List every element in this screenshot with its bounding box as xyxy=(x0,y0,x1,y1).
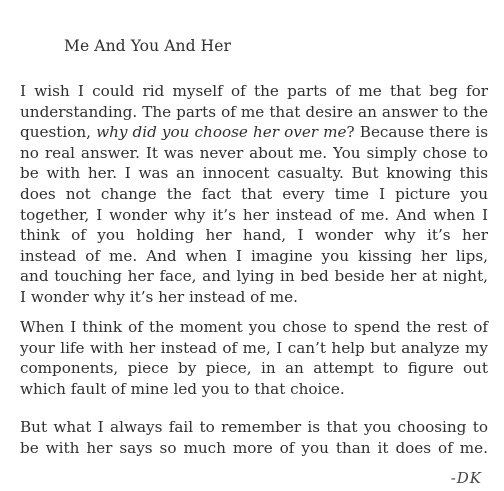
line-text: question, xyxy=(20,123,97,142)
paragraph-1-line: I wonder why it’s her instead of me. xyxy=(20,287,298,306)
poem-title: Me And You And Her xyxy=(64,37,232,55)
paragraph-2-line: components, piece by piece, in an attempt to figure out xyxy=(20,359,488,378)
paragraph-1-line: no real answer. It was never about me. You simply chose to xyxy=(20,143,488,162)
paragraph-2 xyxy=(20,317,488,399)
emphasized-question: why did you choose her over me xyxy=(96,123,347,142)
paragraph-1 xyxy=(20,81,488,308)
author-signature: -DK xyxy=(450,469,482,487)
paragraph-1-line xyxy=(20,122,488,143)
line-text: ? Because there is xyxy=(346,123,488,142)
paragraph-3-line: be with her says so much more of you than it does of me. xyxy=(20,438,488,457)
paragraph-1-line: be with her. I was an innocent casualty. But knowing this xyxy=(20,164,488,183)
paragraph-1-line: think of you holding her hand, I wonder why it’s her xyxy=(20,226,488,245)
paragraph-1-line: does not change the fact that every time I picture you xyxy=(20,184,488,203)
paragraph-1-line: I wish I could rid myself of the parts of me that beg for xyxy=(20,82,488,100)
paragraph-1-line: together, I wonder why it’s her instead of me. And when I xyxy=(20,205,488,224)
paragraph-1-line: and touching her face, and lying in bed beside her at night, xyxy=(20,267,488,286)
paragraph-2-line: When I think of the moment you chose to spend the rest of xyxy=(20,318,488,336)
paragraph-2-line: which fault of mine led you to that choice. xyxy=(20,379,345,398)
paragraph-3-line: But what I always fail to remember is that you choosing to xyxy=(20,418,488,436)
paragraph-1-line: understanding. The parts of me that desire an answer to the xyxy=(20,102,488,121)
paragraph-2-line: your life with her instead of me, I can’t help but analyze my xyxy=(20,338,488,357)
paragraph-3 xyxy=(20,417,488,458)
paragraph-1-line: instead of me. And when I imagine you kissing her lips, xyxy=(20,246,488,265)
